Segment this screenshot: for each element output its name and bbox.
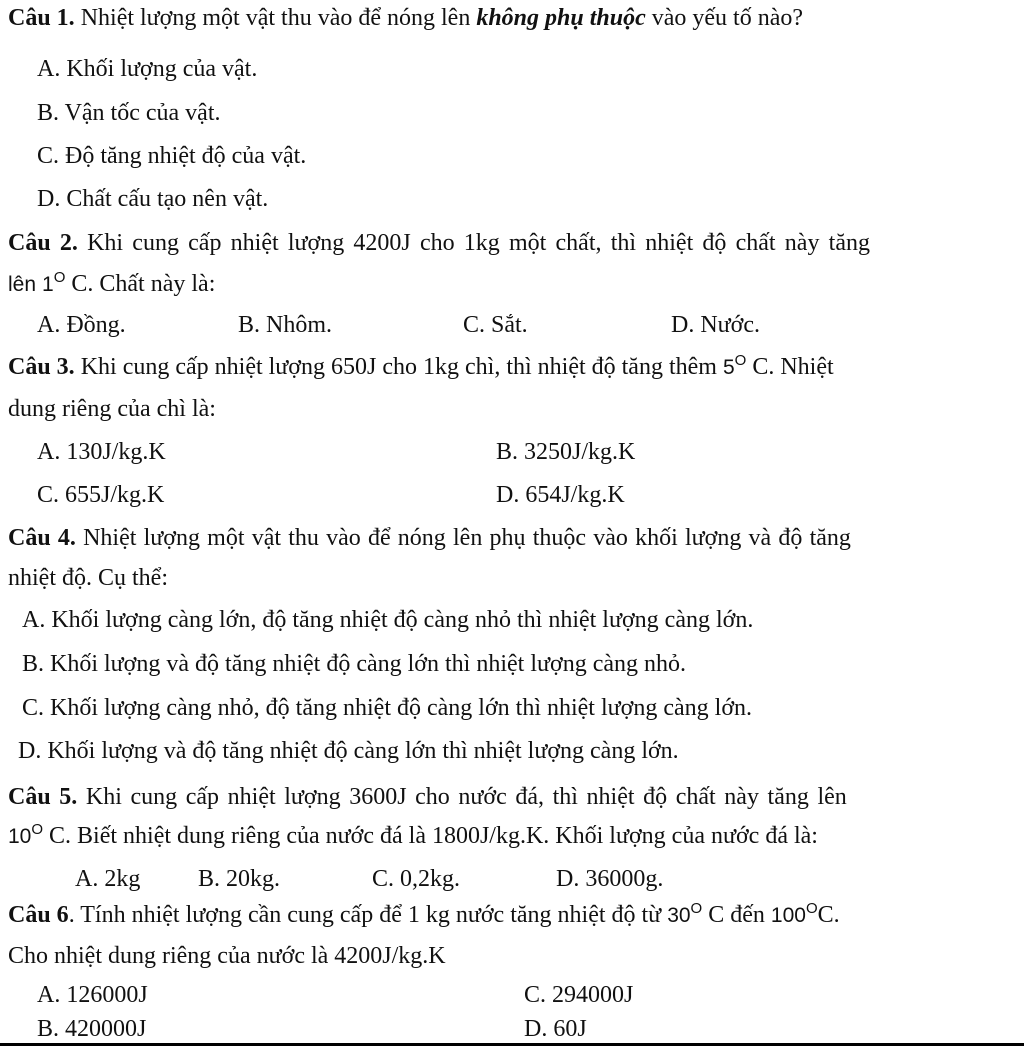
- option-a[interactable]: A. 126000J: [37, 982, 148, 1008]
- option-d[interactable]: D. Nước.: [671, 312, 761, 338]
- option-d[interactable]: D. Chất cấu tạo nên vật.: [37, 186, 269, 212]
- emphasis-text: không phụ thuộc: [476, 5, 646, 31]
- question-1-stem: Câu 1. Nhiệt lượng một vật thu vào để nóng lên không phụ thuộc vào yếu tố nào?: [8, 5, 804, 31]
- question-6-stem-cont: Cho nhiệt dung riêng của nước là 4200J/kg.K: [8, 943, 446, 969]
- option-b[interactable]: B. 3250J/kg.K: [496, 439, 636, 465]
- option-a[interactable]: A. 130J/kg.K: [37, 439, 166, 465]
- question-label: Câu 3.: [8, 354, 75, 380]
- question-3-stem: Câu 3. Khi cung cấp nhiệt lượng 650J cho 1kg chì, thì nhiệt độ tăng thêm $5^O$ C. Nhiệt: [8, 352, 834, 380]
- option-d[interactable]: D. 654J/kg.K: [496, 482, 625, 508]
- option-c[interactable]: C. 655J/kg.K: [37, 482, 165, 508]
- question-5-stem-cont: $10^O$ C. Biết nhiệt dung riêng của nước đá là 1800J/kg.K. Khối lượng của nước đá là:: [8, 821, 818, 849]
- question-4-stem-cont: nhiệt độ. Cụ thể:: [8, 565, 168, 591]
- option-c[interactable]: C. 0,2kg.: [372, 866, 461, 892]
- option-d[interactable]: D. Khối lượng và độ tăng nhiệt độ càng lớn thì nhiệt lượng càng lớn.: [18, 738, 679, 764]
- question-3-stem-cont: dung riêng của chì là:: [8, 396, 216, 422]
- option-a[interactable]: A. 2kg: [75, 866, 141, 892]
- option-a[interactable]: A. Khối lượng của vật.: [37, 56, 258, 82]
- question-label: Câu 2.: [8, 230, 78, 256]
- option-c[interactable]: C. Độ tăng nhiệt độ của vật.: [37, 143, 307, 169]
- option-d[interactable]: D. 60J: [524, 1016, 587, 1042]
- option-a[interactable]: A. Đồng.: [37, 312, 126, 338]
- option-d[interactable]: D. 36000g.: [556, 866, 664, 892]
- option-a[interactable]: A. Khối lượng càng lớn, độ tăng nhiệt độ càng nhỏ thì nhiệt lượng càng lớn.: [22, 607, 754, 633]
- question-4-stem: Câu 4. Nhiệt lượng một vật thu vào để nóng lên phụ thuộc vào khối lượng và độ tăng: [8, 525, 851, 551]
- option-b[interactable]: B. 20kg.: [198, 866, 281, 892]
- question-label: Câu 4.: [8, 525, 76, 551]
- option-b[interactable]: B. Nhôm.: [238, 312, 333, 338]
- question-5-stem: Câu 5. Khi cung cấp nhiệt lượng 3600J cho nước đá, thì nhiệt độ chất này tăng lên: [8, 784, 847, 810]
- question-6-stem: Câu 6. Tính nhiệt lượng cần cung cấp để 1 kg nước tăng nhiệt độ từ $30^O$ C đến $100^OC$.: [8, 900, 840, 928]
- question-2-stem-cont: lên $1^O$ C. Chất này là:: [8, 269, 216, 297]
- option-c[interactable]: C. Khối lượng càng nhỏ, độ tăng nhiệt độ càng lớn thì nhiệt lượng càng lớn.: [22, 695, 753, 721]
- question-label: Câu 5.: [8, 784, 78, 810]
- option-c[interactable]: C. Sắt.: [463, 312, 528, 338]
- bottom-border: [0, 1043, 1024, 1046]
- question-label: Câu 1.: [8, 5, 75, 31]
- question-label: Câu 6: [8, 902, 69, 928]
- option-c[interactable]: C. 294000J: [524, 982, 634, 1008]
- question-2-stem: Câu 2. Khi cung cấp nhiệt lượng 4200J cho 1kg một chất, thì nhiệt độ chất này tăng: [8, 230, 870, 256]
- option-b[interactable]: B. 420000J: [37, 1016, 147, 1042]
- option-b[interactable]: B. Khối lượng và độ tăng nhiệt độ càng lớn thì nhiệt lượng càng nhỏ.: [22, 651, 686, 677]
- option-b[interactable]: B. Vận tốc của vật.: [37, 100, 221, 126]
